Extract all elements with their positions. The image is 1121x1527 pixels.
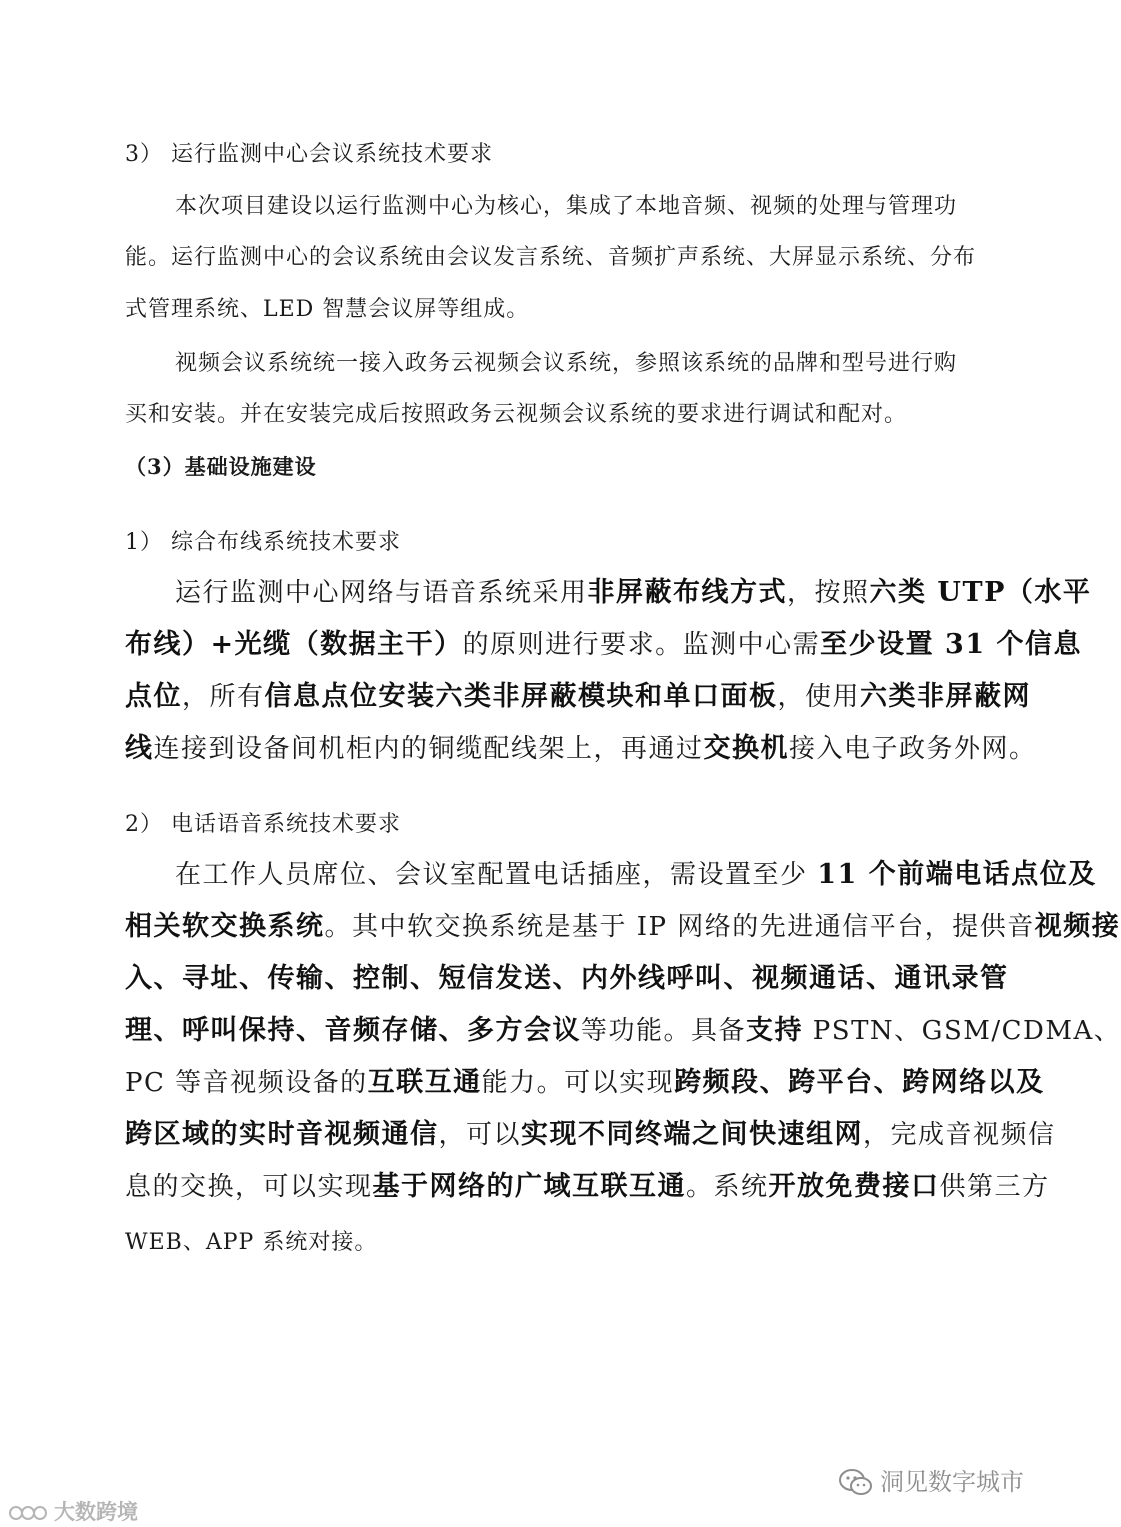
watermark-right-text: 洞见数字城市 [880, 1468, 1024, 1496]
paragraph-line: 跨区域的实时音视频通信，可以实现不同终端之间快速组网，完成音视频信 [125, 1119, 1056, 1150]
watermark-brand [8, 1496, 138, 1526]
subheading-meeting-system: 3） 运行监测中心会议系统技术要求 [125, 142, 493, 167]
paragraph-line: 相关软交换系统。其中软交换系统是基于 IP 网络的先进通信平台，提供音视频接 [125, 911, 1121, 942]
subheading-telephony: 2） 电话语音系统技术要求 [125, 812, 401, 837]
subheading-cabling: 1） 综合布线系统技术要求 [125, 530, 401, 555]
watermark-wechat [838, 1462, 1024, 1498]
brand-logo-icon [8, 1502, 48, 1524]
section-heading-infrastructure: （3）基础设施建设 [125, 454, 317, 479]
paragraph-line: 能。运行监测中心的会议系统由会议发言系统、音频扩声系统、大屏显示系统、分布 [125, 245, 977, 270]
paragraph-line: 式管理系统、LED 智慧会议屏等组成。 [125, 297, 530, 322]
paragraph-line: 息的交换，可以实现基于网络的广域互联互通。系统开放免费接口供第三方 [125, 1171, 1050, 1202]
paragraph-line: 线连接到设备间机柜内的铜缆配线架上，再通过交换机接入电子政务外网。 [125, 733, 1037, 764]
paragraph-line: 在工作人员席位、会议室配置电话插座，需设置至少 11 个前端电话点位及 [175, 859, 1097, 890]
paragraph-line: 视频会议系统统一接入政务云视频会议系统，参照该系统的品牌和型号进行购 [175, 351, 958, 376]
paragraph-line: 买和安装。并在安装完成后按照政务云视频会议系统的要求进行调试和配对。 [125, 402, 908, 427]
paragraph-line: 本次项目建设以运行监测中心为核心，集成了本地音频、视频的处理与管理功 [175, 194, 958, 219]
paragraph-line: PC 等音视频设备的互联互通能力。可以实现跨频段、跨平台、跨网络以及 [125, 1067, 1045, 1098]
watermark-left-text: 大数跨境 [54, 1500, 138, 1524]
paragraph-line: WEB、APP 系统对接。 [125, 1230, 378, 1255]
paragraph-line: 布线）+光缆（数据主干）的原则进行要求。监测中心需至少设置 31 个信息 [125, 629, 1083, 660]
paragraph-line: 理、呼叫保持、音频存储、多方会议等功能。具备支持 PSTN、GSM/CDMA、 [125, 1015, 1121, 1046]
paragraph-line: 入、寻址、传输、控制、短信发送、内外线呼叫、视频通话、通讯录管 [125, 963, 1009, 994]
wechat-icon [838, 1468, 874, 1498]
paragraph-line: 运行监测中心网络与语音系统采用非屏蔽布线方式，按照六类 UTP（水平 [175, 577, 1092, 608]
paragraph-line: 点位，所有信息点位安装六类非屏蔽模块和单口面板，使用六类非屏蔽网 [125, 681, 1032, 712]
